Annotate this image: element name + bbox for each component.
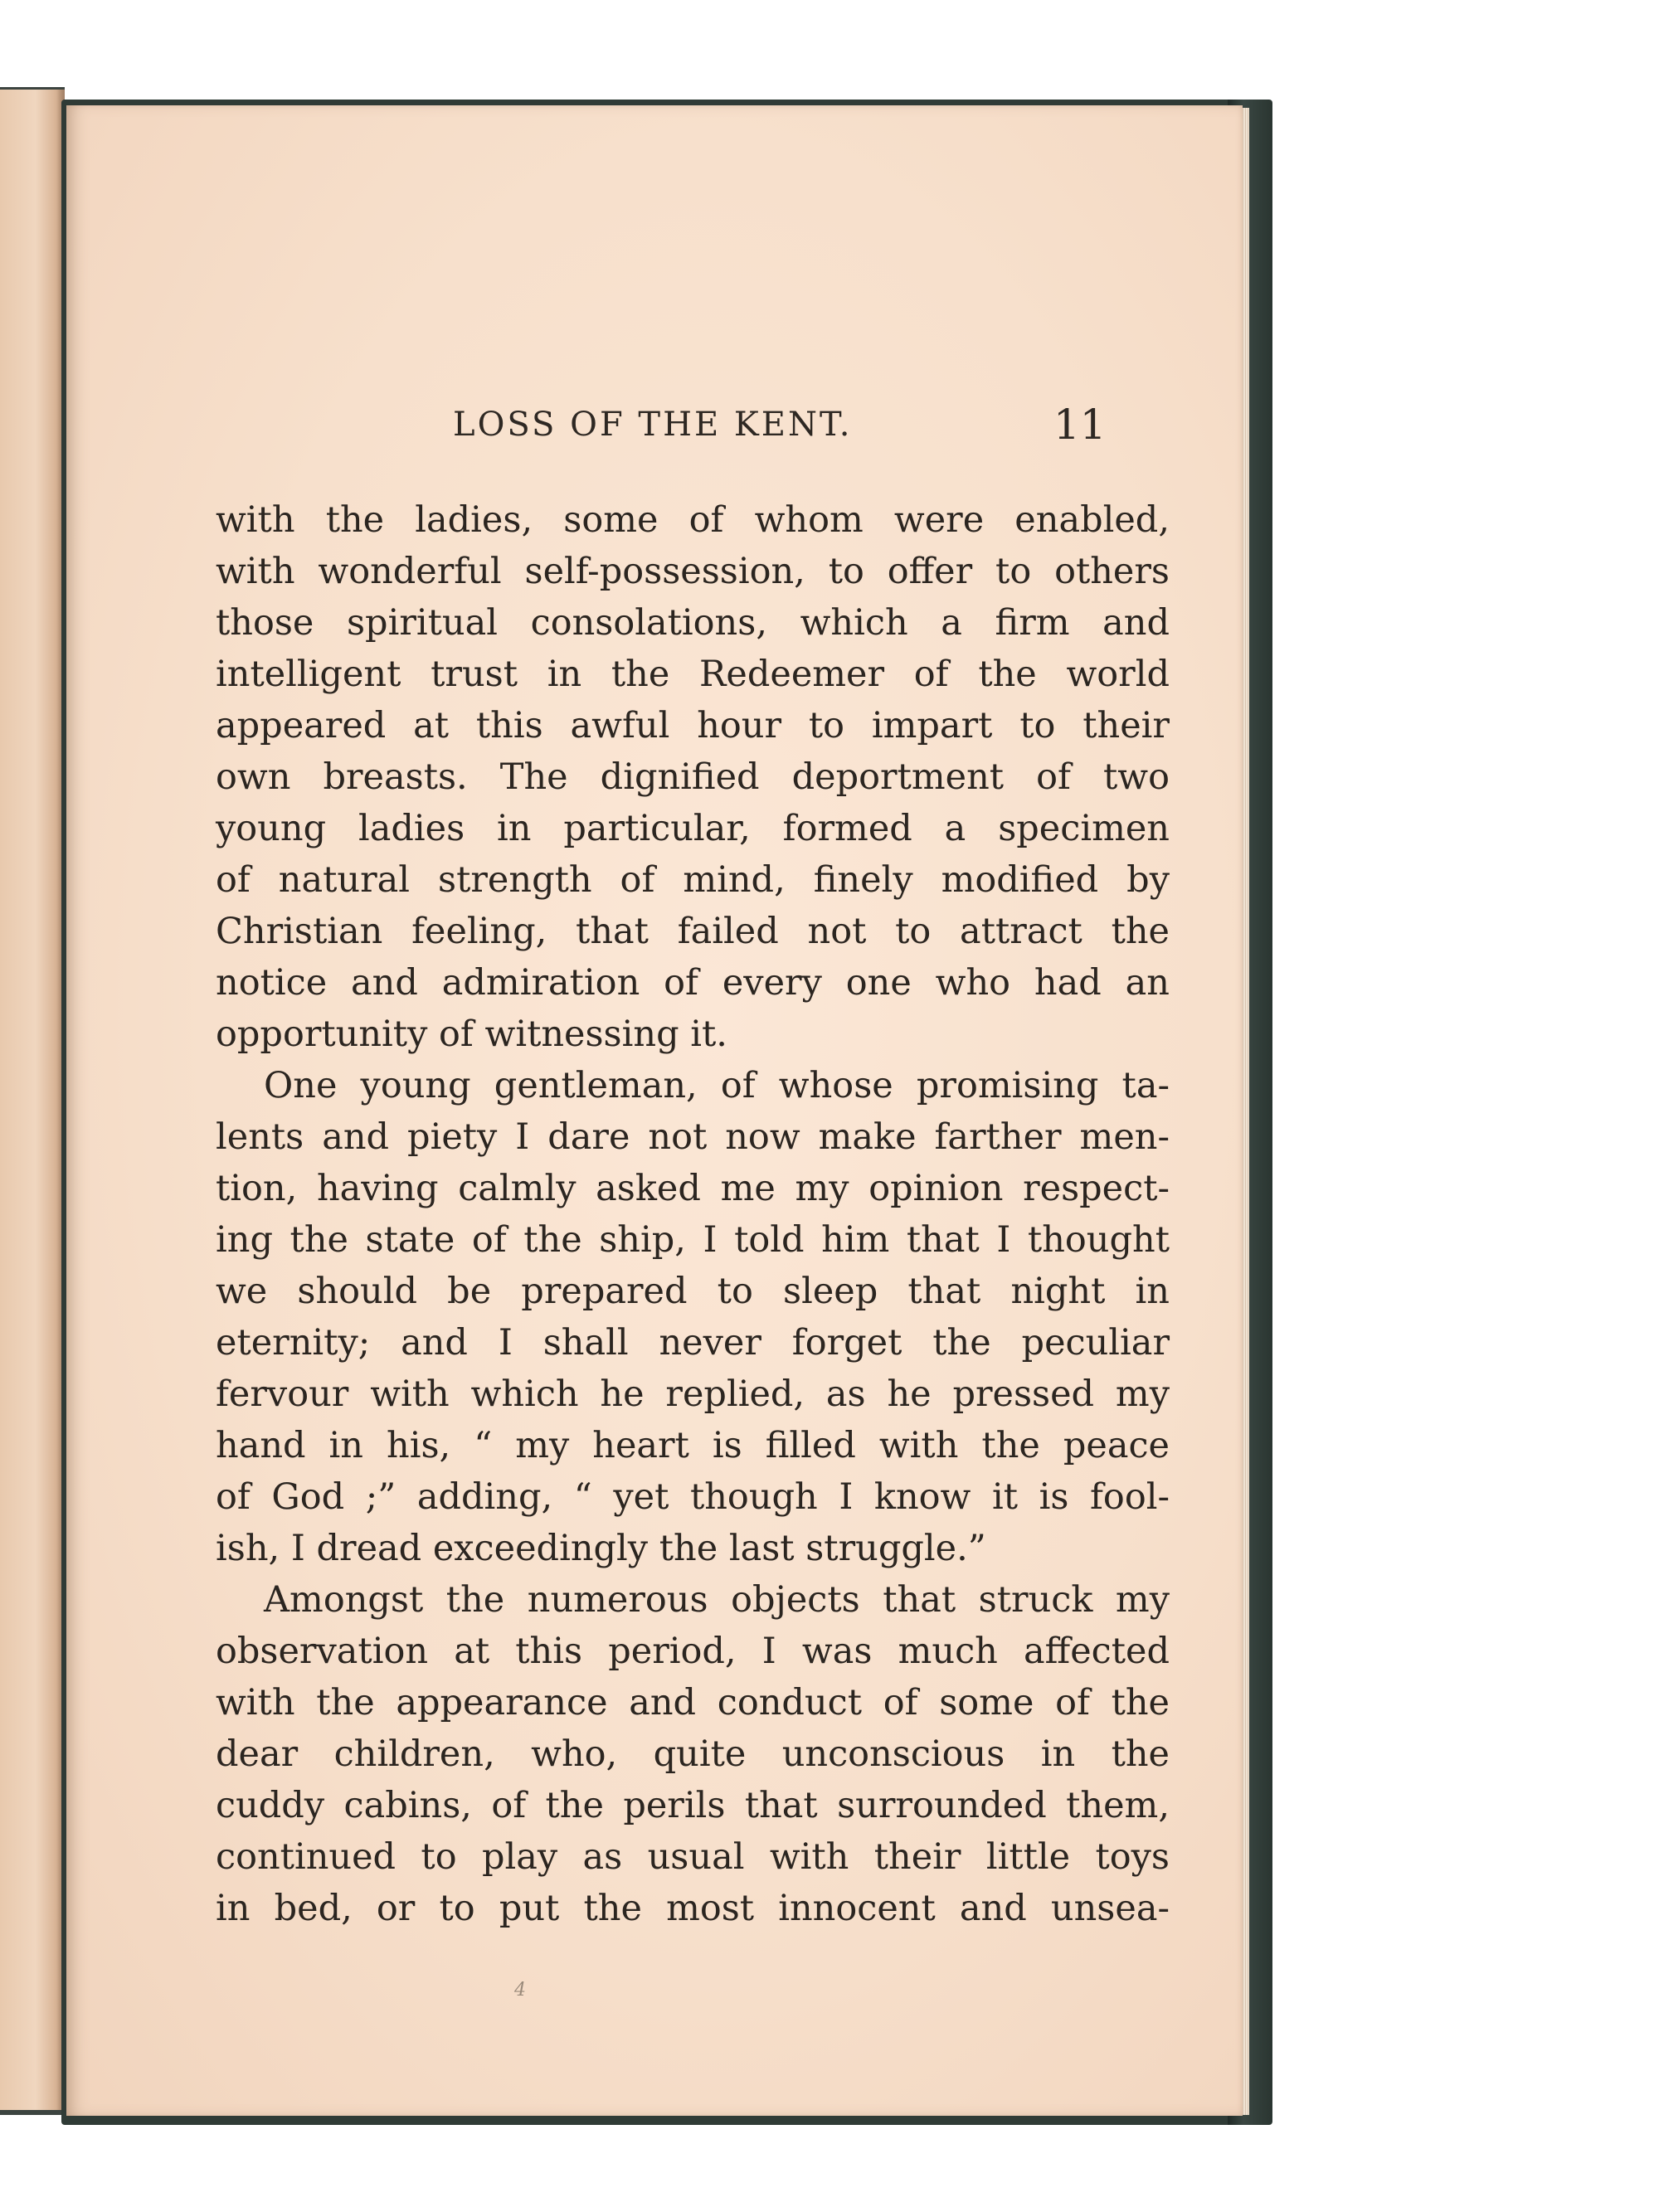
text-line: continued to play as usual with their little toys: [216, 1836, 1170, 1878]
text-line: appeared at this awful hour to impart to their: [216, 705, 1170, 746]
text-line: One young gentleman, of whose promising ta-: [264, 1065, 1170, 1106]
text-line: those spiritual consolations, which a firm and: [216, 602, 1170, 644]
running-title: LOSS OF THE KENT.: [453, 406, 853, 444]
text-line: own breasts. The dignified deportment of two: [216, 756, 1170, 798]
facing-page-edge: [0, 87, 65, 2115]
text-line: in bed, or to put the most innocent and unsea-: [216, 1888, 1170, 1929]
text-line: opportunity of witnessing it.: [216, 1014, 727, 1055]
text-line: tion, having calmly asked me my opinion respect-: [216, 1168, 1170, 1209]
text-line: with wonderful self-possession, to offer to others: [216, 551, 1170, 592]
text-line: fervour with which he replied, as he pressed my: [216, 1373, 1170, 1415]
text-line: Christian feeling, that failed not to attract the: [216, 911, 1170, 952]
text-line: ish, I dread exceedingly the last struggle.”: [216, 1528, 986, 1569]
text-line: young ladies in particular, formed a specimen: [216, 808, 1170, 849]
text-line: intelligent trust in the Redeemer of the world: [216, 654, 1170, 695]
text-line: of natural strength of mind, finely modified by: [216, 859, 1170, 901]
text-line: with the ladies, some of whom were enabled,: [216, 499, 1170, 541]
text-line: of God ;” adding, “ yet though I know it is fool-: [216, 1476, 1170, 1518]
page-number: 11: [1053, 401, 1107, 449]
text-line: we should be prepared to sleep that night in: [216, 1271, 1170, 1312]
text-line: hand in his, “ my heart is filled with the peace: [216, 1425, 1170, 1466]
text-line: ing the state of the ship, I told him that I thought: [216, 1219, 1170, 1261]
text-line: cuddy cabins, of the perils that surrounded them,: [216, 1785, 1170, 1826]
text-line: lents and piety I dare not now make farther men-: [216, 1116, 1170, 1158]
text-line: Amongst the numerous objects that struck my: [264, 1579, 1170, 1621]
margin-pencil-mark: 4: [514, 1980, 526, 2001]
book-page: [66, 105, 1243, 2116]
text-line: eternity; and I shall never forget the peculiar: [216, 1322, 1170, 1364]
text-line: dear children, who, quite unconscious in the: [216, 1733, 1170, 1775]
text-line: with the appearance and conduct of some of the: [216, 1682, 1170, 1723]
text-line: notice and admiration of every one who had an: [216, 962, 1170, 1004]
running-head: [66, 401, 1243, 455]
text-line: observation at this period, I was much affected: [216, 1631, 1170, 1672]
